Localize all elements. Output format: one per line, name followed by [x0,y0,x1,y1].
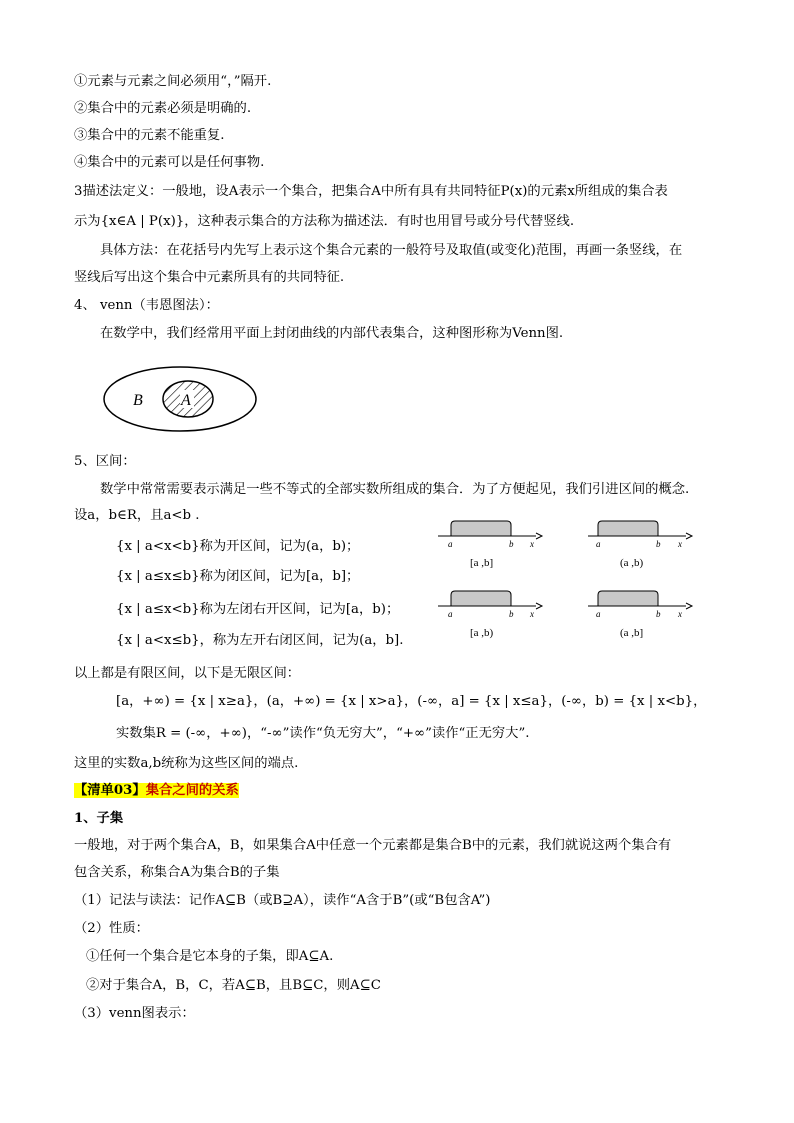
text-line: （3）venn图表示： [74,1006,195,1021]
text-line: 设a，b∈R，且a<b . [74,508,200,523]
text-line: 示为{x∈A | P(x)}，这种表示集合的方法称为描述法．有时也用冒号或分号代替竖线. [74,214,575,229]
axis-label-x: x [530,539,534,549]
text-line: {x | a≤x≤b}称为闭区间，记为[a，b]； [116,569,360,584]
text-line: （1）记法与读法：记作A⊆B（或B⊇A），读作“A含于B”(或“B包含A”) [74,893,491,908]
interval-caption: (a ,b] [620,627,644,639]
endpoint-b: b [509,609,514,619]
interval-caption: (a ,b) [620,557,644,569]
interval-caption: [a ,b] [470,557,494,569]
text-line: {x | a≤x<b}称为左闭右开区间，记为[a，b)； [116,602,400,617]
section-tag: 【清单03】 [74,783,146,798]
interval-diagram-closed [436,516,546,572]
endpoint-a: a [596,539,601,549]
endpoint-a: a [448,539,453,549]
interval-diagram-open [586,516,696,572]
endpoint-b: b [656,609,661,619]
endpoint-a: a [596,609,601,619]
heading-venn: 4、 venn（韦恩图法）： [74,298,219,313]
axis-label-x: x [678,609,682,619]
text-line: 一般地，对于两个集合A，B，如果集合A中任意一个元素都是集合B中的元素，我们就说这两个集合有 [74,838,672,853]
text-line: {x | a<x<b}称为开区间，记为(a，b)； [116,539,360,554]
heading-interval: 5、区间： [74,454,136,469]
endpoint-b: b [509,539,514,549]
text-line: 竖线后写出这个集合中元素所具有的共同特征. [74,270,345,285]
text-line: 这里的实数a,b统称为这些区间的端点. [74,756,299,771]
text-line: 以上都是有限区间，以下是无限区间： [74,666,301,681]
venn-diagram [100,364,260,434]
interval-diagram-right-closed [586,586,696,642]
text-line: 在数学中，我们经常用平面上封闭曲线的内部代表集合，这种图形称为Venn图. [100,326,564,341]
text-line: 包含关系，称集合A为集合B的子集 [74,865,280,880]
text-line: ②集合中的元素必须是明确的. [74,101,252,116]
text-line: [a，+∞) = {x | x≥a}，(a，+∞) = {x | x>a}，(-∞，a] = {x | x≤a}，(-∞，b) = {x | x<b}， [116,694,707,709]
interval-diagram-left-closed [436,586,546,642]
venn-label-a: A [181,392,191,409]
text-line: 3描述法定义：一般地，设A表示一个集合，把集合A中所有具有共同特征P(x)的元素x所组成的集合表 [74,184,668,199]
axis-label-x: x [530,609,534,619]
venn-label-b: B [133,392,143,409]
endpoint-b: b [656,539,661,549]
text-line: ①元素与元素之间必须用“，”隔开. [74,74,272,89]
section-title: 集合之间的关系 [145,783,239,798]
text-line: 实数集R = (-∞，+∞)，“-∞”读作“负无穷大”，“+∞”读作“正无穷大”. [116,726,530,741]
interval-caption: [a ,b) [470,627,494,639]
section-heading [74,781,239,801]
axis-label-x: x [678,539,682,549]
text-line: ③集合中的元素不能重复. [74,128,225,143]
text-line: ①任何一个集合是它本身的子集，即A⊆A. [86,949,334,964]
text-line: 数学中常常需要表示满足一些不等式的全部实数所组成的集合．为了方便起见，我们引进区间的概念. [100,482,690,497]
text-line: {x | a<x≤b}，称为左开右闭区间，记为(a，b]. [116,633,404,648]
text-line: （2）性质： [74,921,149,936]
text-line: ④集合中的元素可以是任何事物. [74,155,265,170]
heading-subset: 1、子集 [74,811,124,826]
endpoint-a: a [448,609,453,619]
text-line: ②对于集合A，B，C，若A⊆B，且B⊆C，则A⊆C [86,978,381,993]
text-line: 具体方法：在花括号内先写上表示这个集合元素的一般符号及取值(或变化)范围，再画一条竖线，在 [100,243,683,258]
